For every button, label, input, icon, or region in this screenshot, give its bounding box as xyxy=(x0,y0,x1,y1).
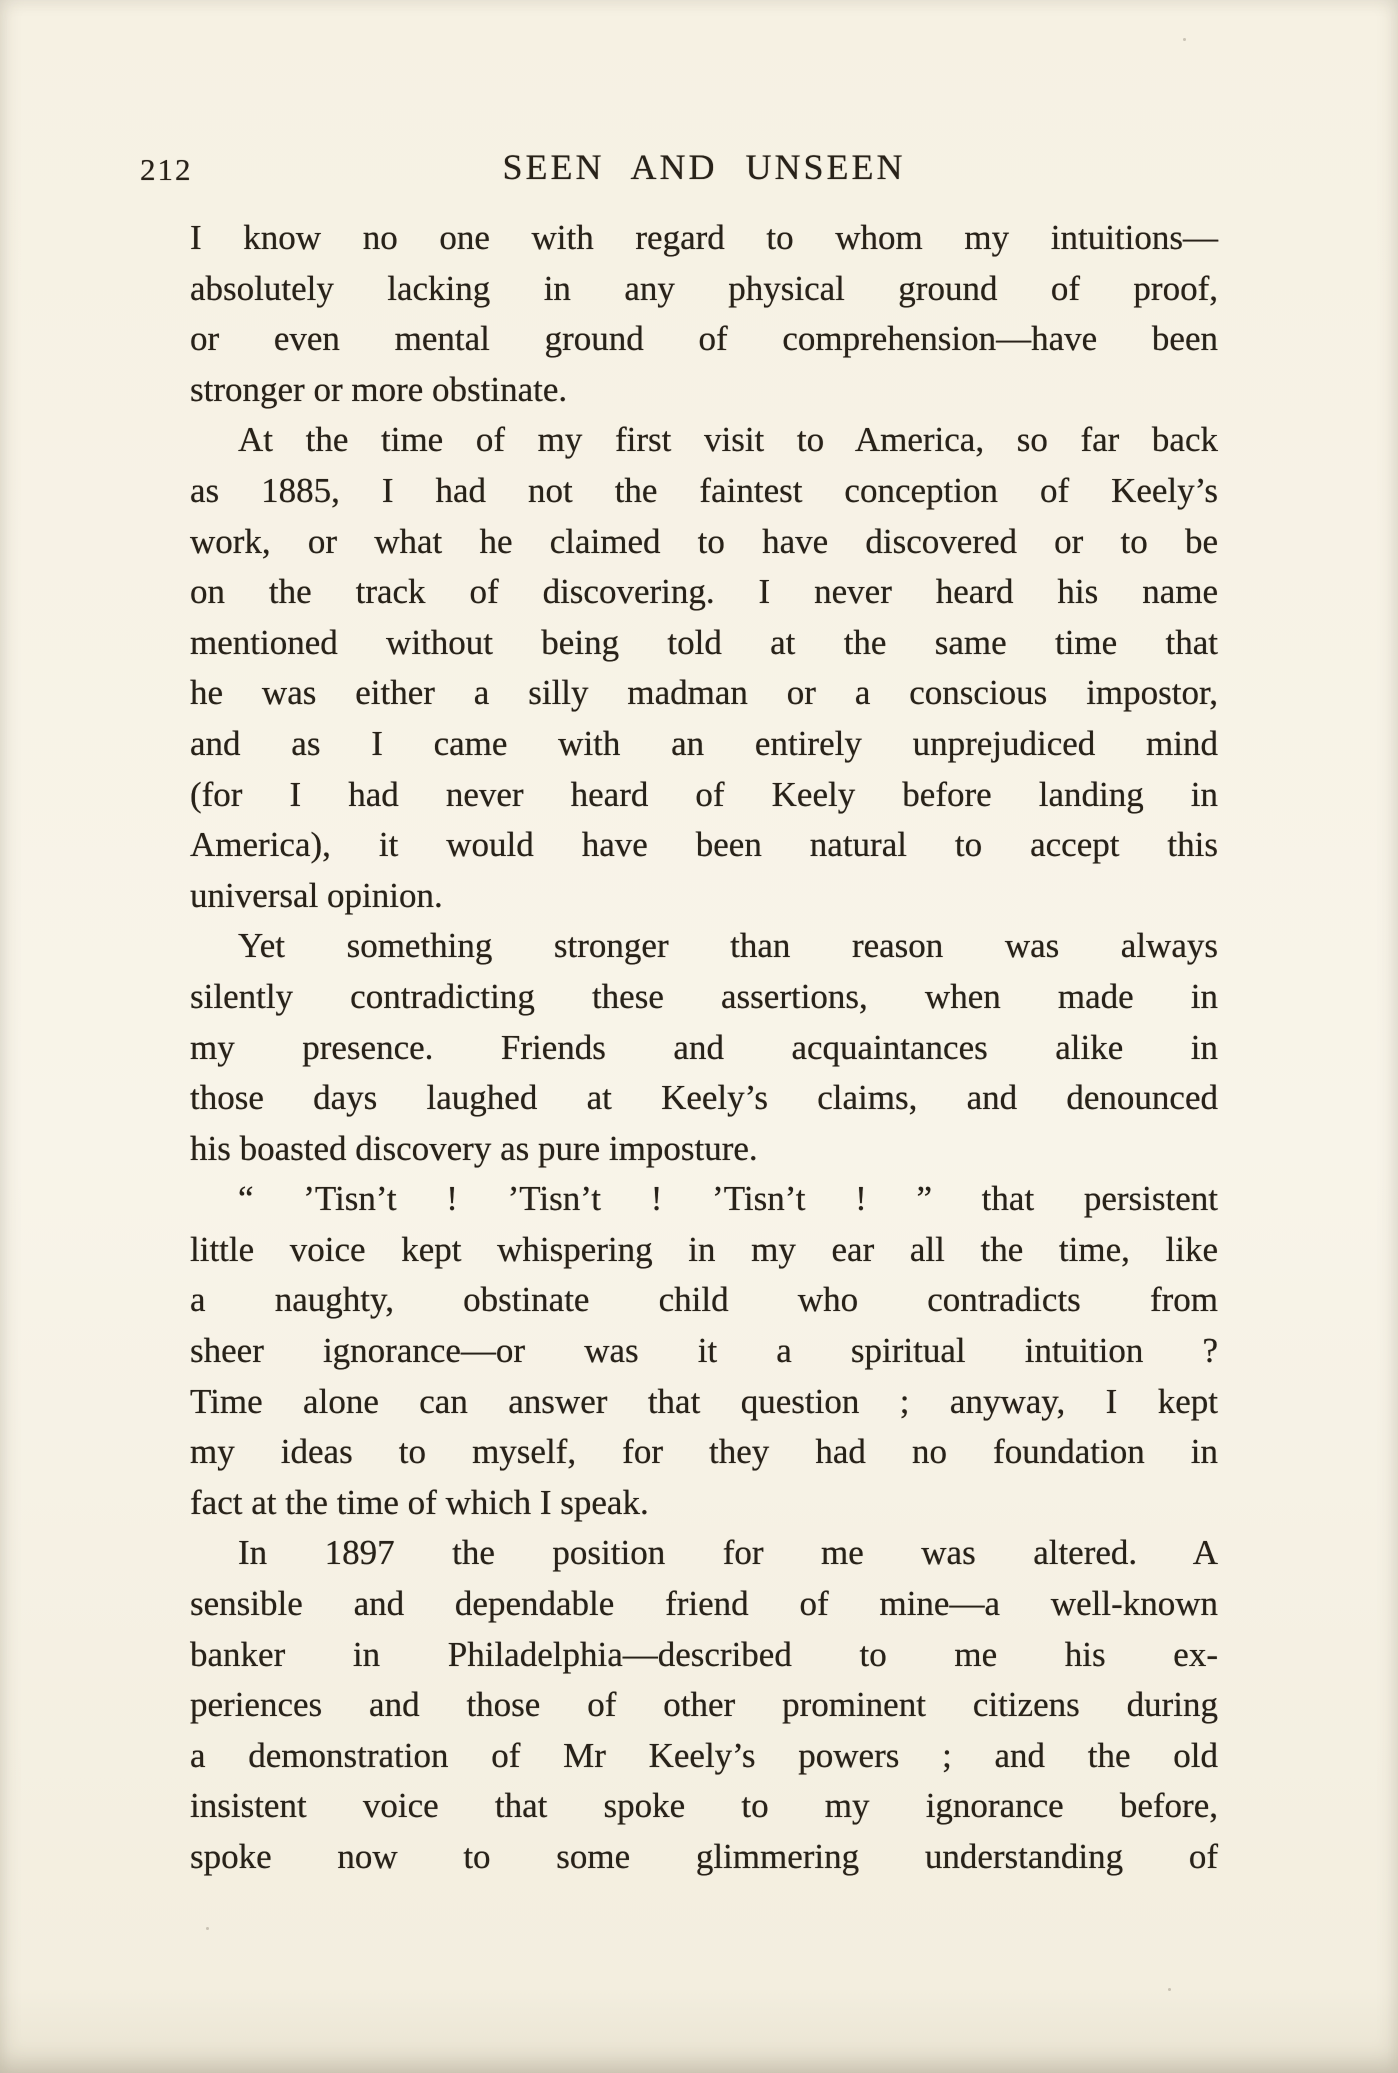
paragraph xyxy=(190,1174,1218,1528)
text-line: or even mental ground of comprehension—have been xyxy=(190,319,1218,359)
text-line: In 1897 the position for me was altered. A xyxy=(238,1533,1218,1573)
text-line: and as I came with an entirely unprejudiced mind xyxy=(190,723,1218,763)
text-line: fact at the time of which I speak. xyxy=(190,1482,649,1522)
text-line: America), it would have been natural to accept this xyxy=(190,825,1218,865)
page-body xyxy=(190,213,1218,1883)
page-header-title: SEEN AND UNSEEN xyxy=(502,147,906,187)
text-line: on the track of discovering. I never heard his name xyxy=(190,572,1218,612)
text-line: his boasted discovery as pure imposture. xyxy=(190,1128,758,1168)
text-line: as 1885, I had not the faintest conception of Keely’s xyxy=(190,470,1218,510)
text-line: Yet something stronger than reason was always xyxy=(238,926,1218,966)
page-number: 212 xyxy=(140,152,193,187)
text-line: banker in Philadelphia—described to me his ex- xyxy=(190,1634,1218,1674)
text-line: a demonstration of Mr Keely’s powers ; and the old xyxy=(190,1735,1218,1775)
text-line: sheer ignorance—or was it a spiritual intuition ? xyxy=(190,1331,1218,1371)
text-line: (for I had never heard of Keely before landing in xyxy=(190,774,1218,814)
text-line: absolutely lacking in any physical ground of proof, xyxy=(190,268,1218,308)
text-line: little voice kept whispering in my ear all the time, like xyxy=(190,1229,1218,1269)
scan-speck xyxy=(1183,38,1186,41)
text-line: those days laughed at Keely’s claims, and denounced xyxy=(190,1078,1218,1118)
text-line: silently contradicting these assertions, when made in xyxy=(190,976,1218,1016)
text-line: stronger or more obstinate. xyxy=(190,369,568,409)
text-line: my ideas to myself, for they had no foundation in xyxy=(190,1432,1218,1472)
text-line: sensible and dependable friend of mine—a well-known xyxy=(190,1584,1218,1624)
page-header xyxy=(140,146,1218,198)
text-line: my presence. Friends and acquaintances alike in xyxy=(190,1027,1218,1067)
text-line: mentioned without being told at the same time that xyxy=(190,622,1218,662)
text-line: he was either a silly madman or a conscious impostor, xyxy=(190,673,1218,713)
text-line: periences and those of other prominent citizens during xyxy=(190,1685,1218,1725)
text-line: insistent voice that spoke to my ignorance before, xyxy=(190,1786,1218,1826)
text-line: I know no one with regard to whom my intuitions— xyxy=(190,218,1218,257)
text-line: a naughty, obstinate child who contradicts from xyxy=(190,1280,1218,1320)
text-line: “ ’Tisn’t ! ’Tisn’t ! ’Tisn’t ! ” that persistent xyxy=(238,1179,1218,1219)
text-line: work, or what he claimed to have discovered or to be xyxy=(190,521,1218,561)
text-line: spoke now to some glimmering understanding of xyxy=(190,1837,1218,1876)
paragraph xyxy=(190,415,1218,921)
text-line: Time alone can answer that question ; anyway, I kept xyxy=(190,1381,1218,1421)
text-line: At the time of my first visit to America, so far back xyxy=(238,420,1218,460)
paragraph xyxy=(190,213,1218,415)
text-line: universal opinion. xyxy=(190,875,443,915)
scan-speck xyxy=(206,1927,209,1930)
scan-speck xyxy=(1168,1988,1171,1991)
paragraph xyxy=(190,921,1218,1174)
paragraph xyxy=(190,1528,1218,1882)
